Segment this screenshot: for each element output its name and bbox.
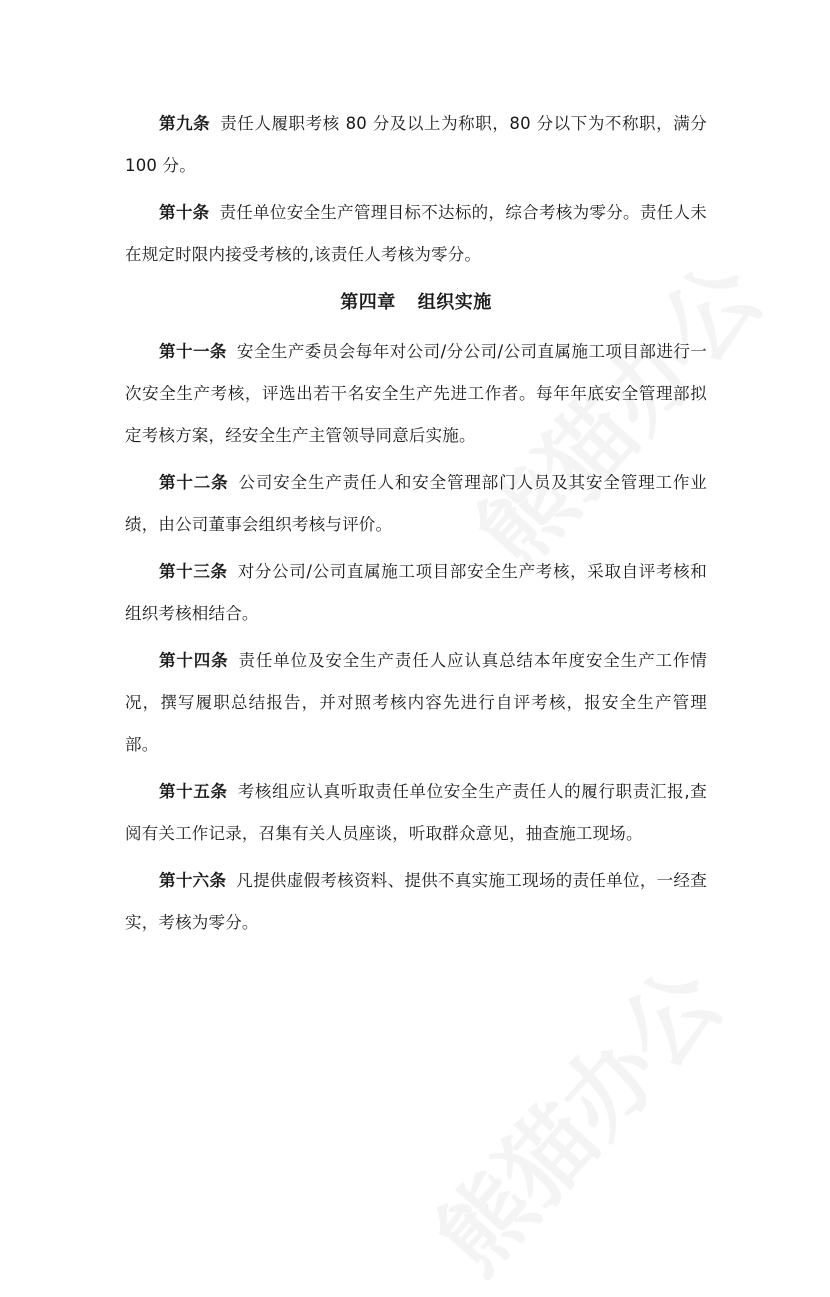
article-label: 第十条 xyxy=(159,203,210,222)
article-label: 第十三条 xyxy=(159,562,228,581)
article-text: 考核组应认真听取责任单位安全生产责任人的履行职责汇报,查阅有关工作记录，召集有关人员座谈，听取群众意见，抽查施工现场。 xyxy=(125,782,707,843)
article-label: 第十二条 xyxy=(159,473,229,492)
article-16 xyxy=(125,860,707,944)
article-label: 第九条 xyxy=(159,114,211,133)
article-label: 第十四条 xyxy=(159,651,229,670)
chapter-title: 组织实施 xyxy=(417,292,492,313)
article-15 xyxy=(125,771,707,855)
article-11 xyxy=(125,331,707,457)
chapter-heading xyxy=(125,281,707,325)
article-13 xyxy=(125,551,707,635)
article-label: 第十一条 xyxy=(159,342,227,361)
chapter-number: 第四章 xyxy=(340,292,396,313)
document-body xyxy=(125,103,707,949)
article-label: 第十五条 xyxy=(159,782,228,801)
article-text: 公司安全生产责任人和安全管理部门人员及其安全管理工作业绩，由公司董事会组织考核与评价。 xyxy=(125,473,707,534)
article-text: 责任单位安全生产管理目标不达标的，综合考核为零分。责任人未在规定时限内接受考核的,该责任人考核为零分。 xyxy=(125,203,707,264)
article-label: 第十六条 xyxy=(159,871,227,890)
article-text: 安全生产委员会每年对公司/分公司/公司直属施工项目部进行一次安全生产考核，评选出若干名安全生产先进工作者。每年年底安全管理部拟定考核方案，经安全生产主管领导同意后实施。 xyxy=(125,342,707,445)
article-12 xyxy=(125,462,707,546)
article-14 xyxy=(125,640,707,766)
article-10 xyxy=(125,192,707,276)
article-text: 对分公司/公司直属施工项目部安全生产考核，采取自评考核和组织考核相结合。 xyxy=(125,562,707,623)
article-text: 责任人履职考核 80 分及以上为称职，80 分以下为不称职，满分 100 分。 xyxy=(125,114,707,175)
article-9 xyxy=(125,103,707,187)
article-text: 责任单位及安全生产责任人应认真总结本年度安全生产工作情况，撰写履职总结报告，并对照考核内容先进行自评考核，报安全生产管理部。 xyxy=(125,651,707,754)
watermark xyxy=(402,935,746,1297)
article-text: 凡提供虚假考核资料、提供不真实施工现场的责任单位，一经查实，考核为零分。 xyxy=(125,871,707,932)
